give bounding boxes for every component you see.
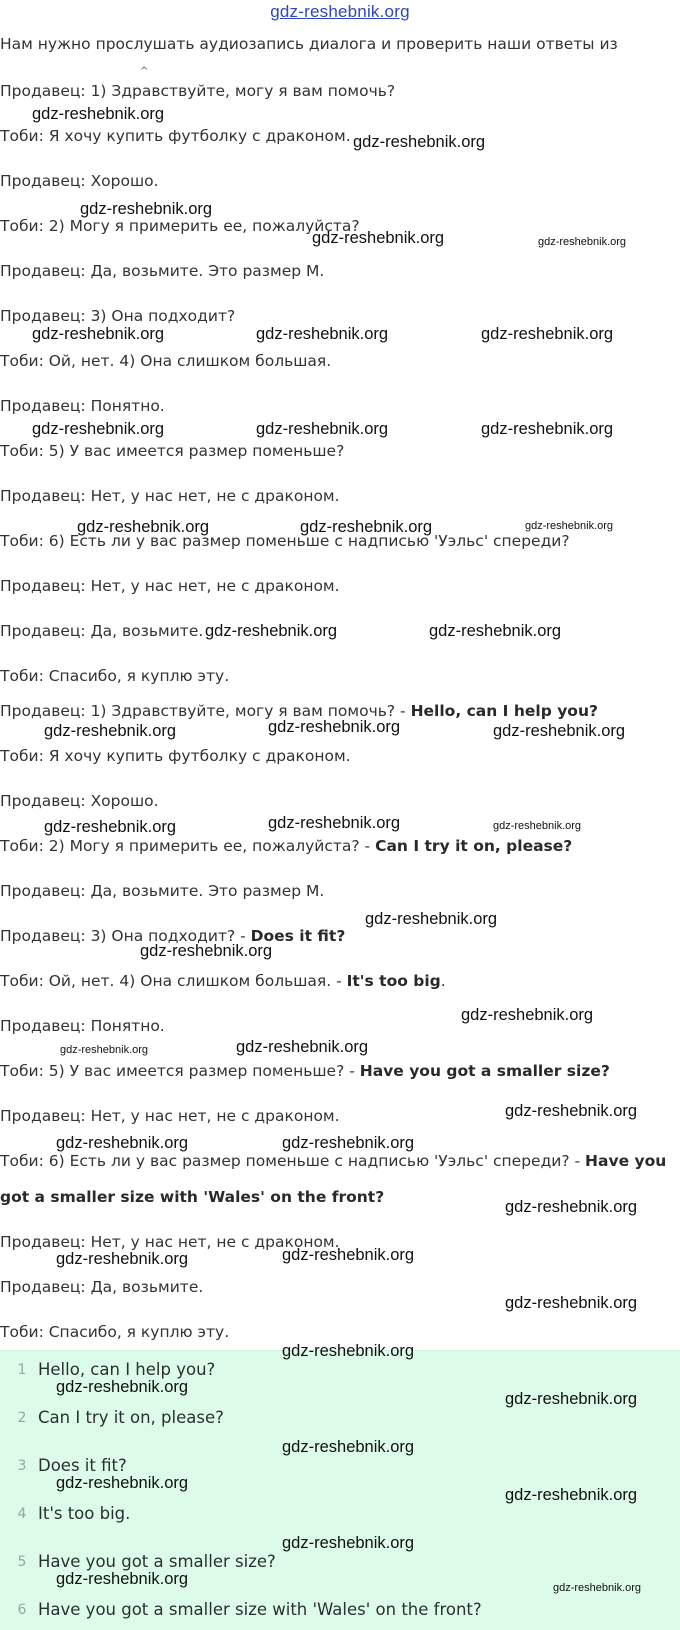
dialog-line: Продавец: Да, возьмите. [0, 622, 204, 640]
dialog-line: Тоби: Я хочу купить футболку с драконом. [0, 127, 351, 145]
answer-text: Have you got a smaller size? [38, 1552, 276, 1571]
dialog-line [0, 1187, 384, 1207]
watermark-text: gdz-reshebnik.org [365, 910, 498, 928]
answer-text: Hello, can I help you? [38, 1360, 216, 1379]
dialog-line: Продавец: 1) Здравствуйте, могу я вам помочь? [0, 82, 396, 100]
watermark-text: gdz-reshebnik.org [268, 814, 401, 832]
dialog-line: Продавец: Хорошо. [0, 792, 159, 810]
english-phrase: It's too big [346, 972, 441, 990]
watermark-text: gdz-reshebnik.org [268, 718, 401, 736]
english-phrase: Hello, can I help you? [410, 702, 598, 720]
dialog-line: Продавец: Да, возьмите. Это размер М. [0, 882, 325, 900]
watermark-text: gdz-reshebnik.org [505, 1198, 638, 1216]
answer-list [0, 1350, 680, 1630]
answer-number: 2 [17, 1410, 27, 1426]
watermark-text: gdz-reshebnik.org [525, 520, 614, 532]
dialog-line: Тоби: 2) Могу я примерить ее, пожалуйста? - Can I try it on, please? [0, 837, 573, 855]
dialog-line: Продавец: Понятно. [0, 397, 165, 415]
watermark-text: gdz-reshebnik.org [300, 518, 433, 536]
answer-number: 5 [17, 1554, 27, 1570]
dialog-line: Тоби: 6) Есть ли у вас размер поменьше с надписью 'Уэльс' спереди? - Have you [0, 1152, 667, 1170]
dialog-line: Тоби: Ой, нет. 4) Она слишком большая. [0, 352, 332, 370]
watermark-text: gdz-reshebnik.org [256, 420, 389, 438]
watermark-text: gdz-reshebnik.org [140, 942, 273, 960]
watermark-text: gdz-reshebnik.org [429, 622, 562, 640]
watermark-text: gdz-reshebnik.org [236, 1038, 369, 1056]
watermark-text: gdz-reshebnik.org [505, 1390, 638, 1408]
watermark-text: gdz-reshebnik.org [77, 518, 210, 536]
dialog-line: Тоби: 5) У вас имеется размер поменьше? [0, 442, 345, 460]
dialog-line: Тоби: Спасибо, я куплю эту. [0, 667, 230, 685]
watermark-text: gdz-reshebnik.org [282, 1134, 415, 1152]
dialog-line: Продавец: Нет, у нас нет, не с драконом. [0, 577, 340, 595]
watermark-text: gdz-reshebnik.org [282, 1438, 415, 1456]
watermark-text: gdz-reshebnik.org [60, 1044, 149, 1056]
watermark-text: gdz-reshebnik.org [32, 105, 165, 123]
english-phrase: got a smaller size with 'Wales' on the front? [0, 1188, 385, 1206]
dialog-line: Продавец: 1) Здравствуйте, могу я вам помочь? - Hello, can I help you? [0, 702, 598, 720]
english-phrase: Have you [585, 1152, 667, 1170]
watermark-text: gdz-reshebnik.org [282, 1342, 415, 1360]
watermark-text: gdz-reshebnik.org [282, 1534, 415, 1552]
watermark-text: gdz-reshebnik.org [538, 236, 627, 248]
caret-mark: ^ [140, 66, 149, 77]
watermark-text: gdz-reshebnik.org [353, 133, 486, 151]
watermark-text: gdz-reshebnik.org [493, 820, 582, 832]
answer-text: Have you got a smaller size with 'Wales' on the front? [38, 1600, 482, 1619]
watermark-text: gdz-reshebnik.org [56, 1134, 189, 1152]
dialog-line: Продавец: Нет, у нас нет, не с драконом. [0, 487, 340, 505]
answer-text: It's too big. [38, 1504, 131, 1523]
dialog-line: Продавец: Нет, у нас нет, не с драконом. [0, 1233, 340, 1251]
dialog-line: Тоби: Спасибо, я куплю эту. [0, 1323, 230, 1341]
dialog-line: Тоби: 5) У вас имеется размер поменьше? - Have you got a smaller size? [0, 1062, 610, 1080]
site-link[interactable]: gdz-reshebnik.org [270, 2, 410, 21]
dialog-line: Тоби: Ой, нет. 4) Она слишком большая. - It's too big. [0, 972, 446, 990]
watermark-text: gdz-reshebnik.org [56, 1378, 189, 1396]
answer-text: Can I try it on, please? [38, 1408, 224, 1427]
watermark-text: gdz-reshebnik.org [481, 420, 614, 438]
watermark-text: gdz-reshebnik.org [56, 1474, 189, 1492]
watermark-text: gdz-reshebnik.org [80, 200, 213, 218]
watermark-text: gdz-reshebnik.org [32, 420, 165, 438]
dialog-line: Продавец: Да, возьмите. [0, 1278, 204, 1296]
watermark-text: gdz-reshebnik.org [282, 1246, 415, 1264]
dialog-line: Продавец: 3) Она подходит? [0, 307, 236, 325]
watermark-text: gdz-reshebnik.org [553, 1582, 642, 1594]
english-phrase: Does it fit? [250, 927, 346, 945]
intro-text: Нам нужно прослушать аудиозапись диалога и проверить наши ответы из [0, 35, 618, 53]
answer-number: 4 [17, 1506, 27, 1522]
watermark-text: gdz-reshebnik.org [44, 818, 177, 836]
watermark-text: gdz-reshebnik.org [461, 1006, 594, 1024]
watermark-text: gdz-reshebnik.org [481, 325, 614, 343]
answer-number: 3 [17, 1458, 27, 1474]
answer-number: 6 [17, 1602, 27, 1618]
watermark-text: gdz-reshebnik.org [256, 325, 389, 343]
watermark-text: gdz-reshebnik.org [205, 622, 338, 640]
dialog-line: Продавец: Хорошо. [0, 172, 159, 190]
english-phrase: Have you got a smaller size? [359, 1062, 610, 1080]
answer-number: 1 [17, 1362, 27, 1378]
watermark-text: gdz-reshebnik.org [44, 722, 177, 740]
dialog-line: Продавец: Да, возьмите. Это размер М. [0, 262, 325, 280]
answer-text: Does it fit? [38, 1456, 127, 1475]
dialog-line: Продавец: 3) Она подходит? - Does it fit? [0, 927, 346, 945]
watermark-text: gdz-reshebnik.org [505, 1294, 638, 1312]
english-phrase: Can I try it on, please? [375, 837, 573, 855]
dialog-line: Тоби: 6) Есть ли у вас размер поменьше с надписью 'Уэльс' спереди? [0, 532, 570, 550]
dialog-line: Тоби: 2) Могу я примерить ее, пожалуйста? [0, 217, 360, 235]
watermark-text: gdz-reshebnik.org [505, 1102, 638, 1120]
watermark-text: gdz-reshebnik.org [505, 1486, 638, 1504]
watermark-text: gdz-reshebnik.org [32, 325, 165, 343]
dialog-line: Тоби: Я хочу купить футболку с драконом. [0, 747, 351, 765]
watermark-text: gdz-reshebnik.org [493, 722, 626, 740]
dialog-line: Продавец: Нет, у нас нет, не с драконом. [0, 1107, 340, 1125]
watermark-text: gdz-reshebnik.org [56, 1570, 189, 1588]
dialog-line: Продавец: Понятно. [0, 1017, 165, 1035]
watermark-text: gdz-reshebnik.org [312, 229, 445, 247]
watermark-text: gdz-reshebnik.org [56, 1250, 189, 1268]
